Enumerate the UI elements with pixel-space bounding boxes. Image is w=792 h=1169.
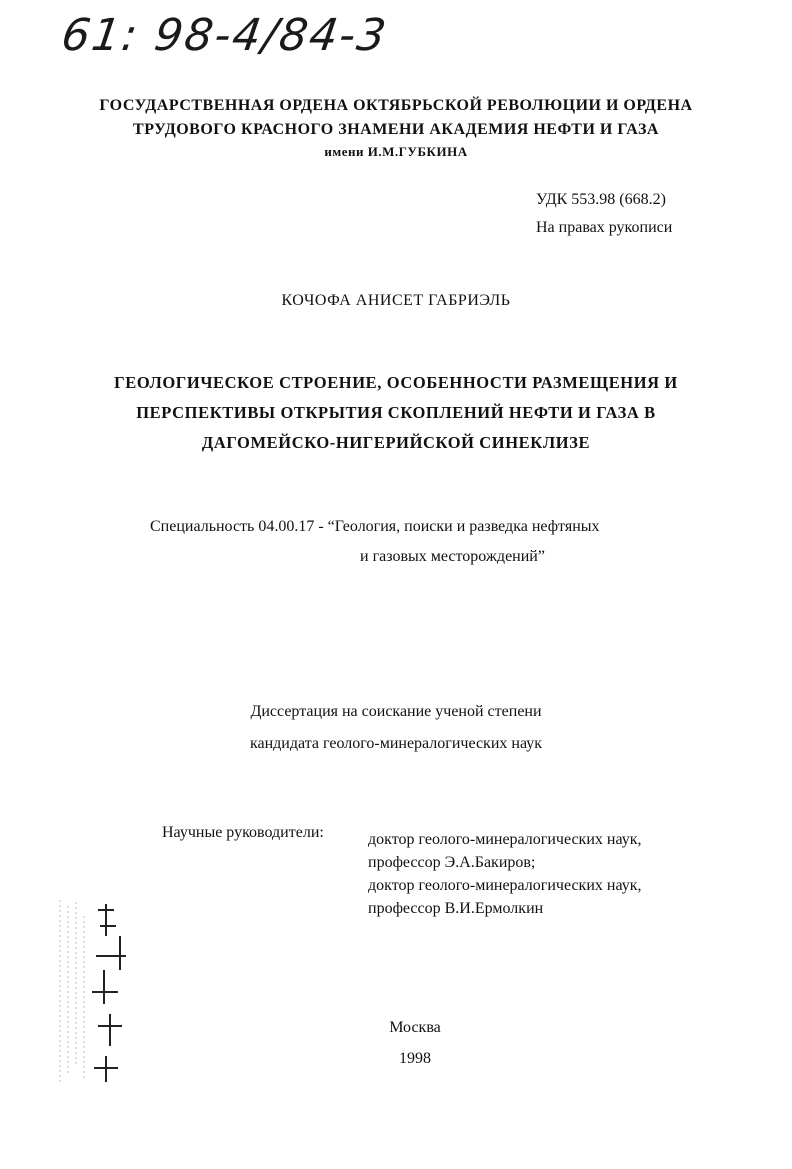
degree-line-2: кандидата геолого-минералогических наук — [249, 735, 543, 752]
degree-statement — [0, 696, 792, 760]
organization-line-3: имени И.М.ГУБКИНА — [324, 144, 468, 159]
specialty-block — [150, 512, 600, 572]
manuscript-rights: На правах рукописи — [536, 219, 673, 236]
supervisor-line-3: доктор геолого-минералогических наук, — [368, 877, 642, 894]
supervisor-line-4: профессор В.И.Ермолкин — [368, 900, 544, 917]
year: 1998 — [399, 1050, 431, 1067]
library-stamp-marks — [56, 896, 128, 1086]
title-line-1: ГЕОЛОГИЧЕСКОЕ СТРОЕНИЕ, ОСОБЕННОСТИ РАЗМЕЩЕНИЯ И — [114, 373, 678, 392]
title-line-3: ДАГОМЕЙСКО-НИГЕРИЙСКОЙ СИНЕКЛИЗЕ — [201, 433, 591, 452]
supervisor-line-1: доктор геолого-минералогических наук, — [368, 831, 642, 848]
specialty-line-1: Специальность 04.00.17 - “Геология, поиски и разведка нефтяных — [150, 518, 600, 535]
organization-line-1: ГОСУДАРСТВЕННАЯ ОРДЕНА ОКТЯБРЬСКОЙ РЕВОЛЮЦИИ И ОРДЕНА — [99, 97, 693, 114]
organization-line-2: ТРУДОВОГО КРАСНОГО ЗНАМЕНИ АКАДЕМИЯ НЕФТИ И ГАЗА — [133, 121, 659, 138]
author-name: КОЧОФА АНИСЕТ ГАБРИЭЛЬ — [281, 292, 511, 309]
title-line-2: ПЕРСПЕКТИВЫ ОТКРЫТИЯ СКОПЛЕНИЙ НЕФТИ И ГАЗА В — [136, 403, 656, 422]
udk-code: УДК 553.98 (668.2) — [536, 191, 666, 208]
organization-header — [0, 94, 792, 162]
specialty-line-2: и газовых месторождений” — [360, 548, 545, 565]
dissertation-title — [0, 368, 792, 458]
degree-line-1: Диссертация на соискание ученой степени — [250, 703, 542, 720]
handwritten-archive-code: 61: 98-4/84-3 — [58, 10, 391, 61]
city: Москва — [389, 1019, 441, 1036]
supervisors-list — [368, 824, 642, 924]
supervisors-label: Научные руководители: — [162, 824, 324, 841]
udk-block — [536, 186, 672, 242]
supervisor-line-2: профессор Э.А.Бакиров; — [368, 854, 536, 871]
